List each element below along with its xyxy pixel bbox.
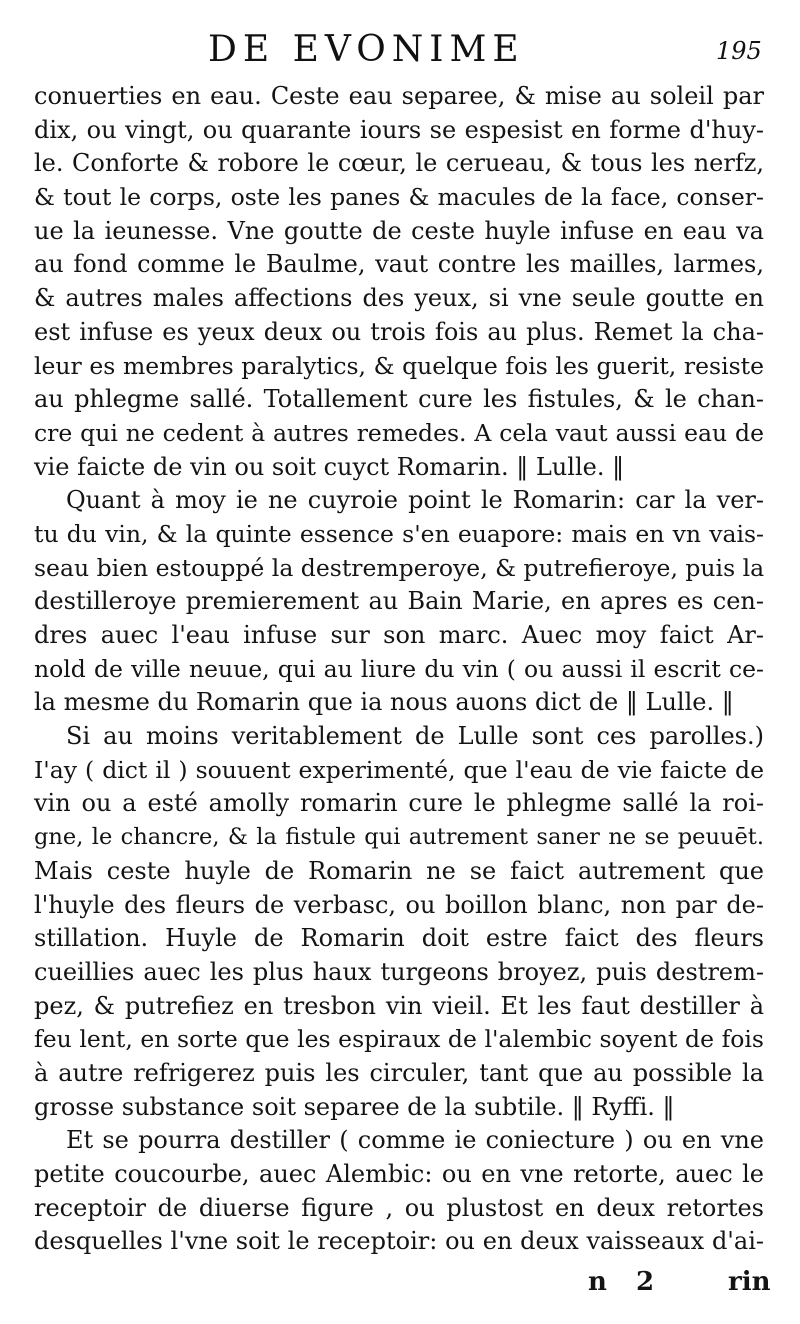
text-line: Si au moins veritablement de Lulle sont ces parolles.): [66, 722, 764, 751]
text-line: vie faicte de vin ou soit cuyct Romarin. ‖ Lulle. ‖: [34, 452, 625, 481]
text-line: cre qui ne cedent à autres remedes. A cela vaut aussi eau de: [34, 418, 764, 447]
page-number: 195: [716, 37, 762, 65]
text-line: nold de ville neuue, qui au liure du vin ( ou aussi il escrit ce-: [34, 654, 764, 683]
text-line: tu du vin, & la quinte essence s'en euapore: mais en vn vais-: [34, 519, 764, 548]
text-line: stillation. Huyle de Romarin doit estre faict des fleurs: [34, 924, 764, 953]
text-line: au fond comme le Baulme, vaut contre les mailles, larmes,: [34, 250, 764, 279]
text-line: à autre refrigerez puis les circuler, tant que au possible la: [34, 1058, 764, 1087]
text-line: Mais ceste huyle de Romarin ne se faict autrement que: [34, 856, 764, 885]
text-line: Quant à moy ie ne cuyroie point le Romarin: car la ver-: [66, 486, 764, 515]
page-title: DE EVONIME: [208, 29, 525, 70]
text-line: grosse substance soit separee de la subtile. ‖ Ryffi. ‖: [34, 1092, 675, 1121]
catchword: rin: [728, 1267, 771, 1297]
text-line: ue la ieunesse. Vne goutte de ceste huyle infuse en eau va: [34, 216, 764, 245]
text-line: destilleroye premierement au Bain Marie, en apres es cen-: [34, 587, 764, 616]
text-line: dres auec l'eau infuse sur son marc. Auec moy faict Ar-: [34, 621, 764, 649]
text-line: vin ou a esté amolly romarin cure le phlegme sallé la roi-: [34, 789, 764, 818]
text-line: est infuse es yeux deux ou trois fois au plus. Remet la cha-: [34, 317, 764, 346]
text-line: pez, & putrefiez en tresbon vin vieil. Et les faut destiller à: [34, 991, 764, 1020]
text-line: I'ay ( dict il ) souuent experimenté, que l'eau de vie faicte de: [34, 755, 764, 784]
text-line: seau bien estouppé la destremperoye, & putrefieroye, puis la: [34, 553, 765, 582]
text-line: cueillies auec les plus haux turgeons broyez, puis destrem-: [34, 957, 764, 986]
text-line: feu lent, en sorte que les espiraux de l'alembic soyent de fois: [34, 1025, 764, 1054]
text-line: petite coucourbe, auec Alembic: ou en vne retorte, auec le: [34, 1160, 764, 1188]
text-line: & autres males affections des yeux, si vne seule goutte en: [34, 284, 764, 313]
text-line: au phlegme sallé. Totallement cure les fistules, & le chan-: [34, 385, 764, 414]
text-line: leur es membres paralytics, & quelque fois les guerit, resiste: [34, 351, 764, 380]
text-line: l'huyle des fleurs de verbasc, ou boillon blanc, non par de-: [34, 890, 764, 919]
text-line: receptoir de diuerse figure , ou plustost en deux retortes: [34, 1193, 764, 1222]
signature-mark: n 2: [588, 1267, 665, 1297]
text-line: la mesme du Romarin que ia nous auons dict de ‖ Lulle. ‖: [34, 688, 734, 717]
text-line: conuerties en eau. Ceste eau separee, & mise au soleil par: [34, 82, 764, 110]
text-line: gne, le chancre, & la fistule qui autrement saner ne se peuuēt.: [34, 824, 764, 851]
body-text: [34, 80, 764, 1259]
text-line: dix, ou vingt, ou quarante iours se espesist en forme d'huy-: [34, 115, 764, 144]
running-head: [0, 28, 800, 76]
text-line: Et se pourra destiller ( comme ie coniecture ) ou en vne: [66, 1126, 764, 1155]
text-line: desquelles l'vne soit le receptoir: ou en deux vaisseaux d'ai-: [34, 1227, 764, 1256]
page-footer: [0, 1264, 800, 1304]
text-line: & tout le corps, oste les panes & macules de la face, conser-: [34, 183, 764, 212]
text-line: le. Conforte & robore le cœur, le cerueau, & tous les nerfz,: [34, 149, 764, 178]
